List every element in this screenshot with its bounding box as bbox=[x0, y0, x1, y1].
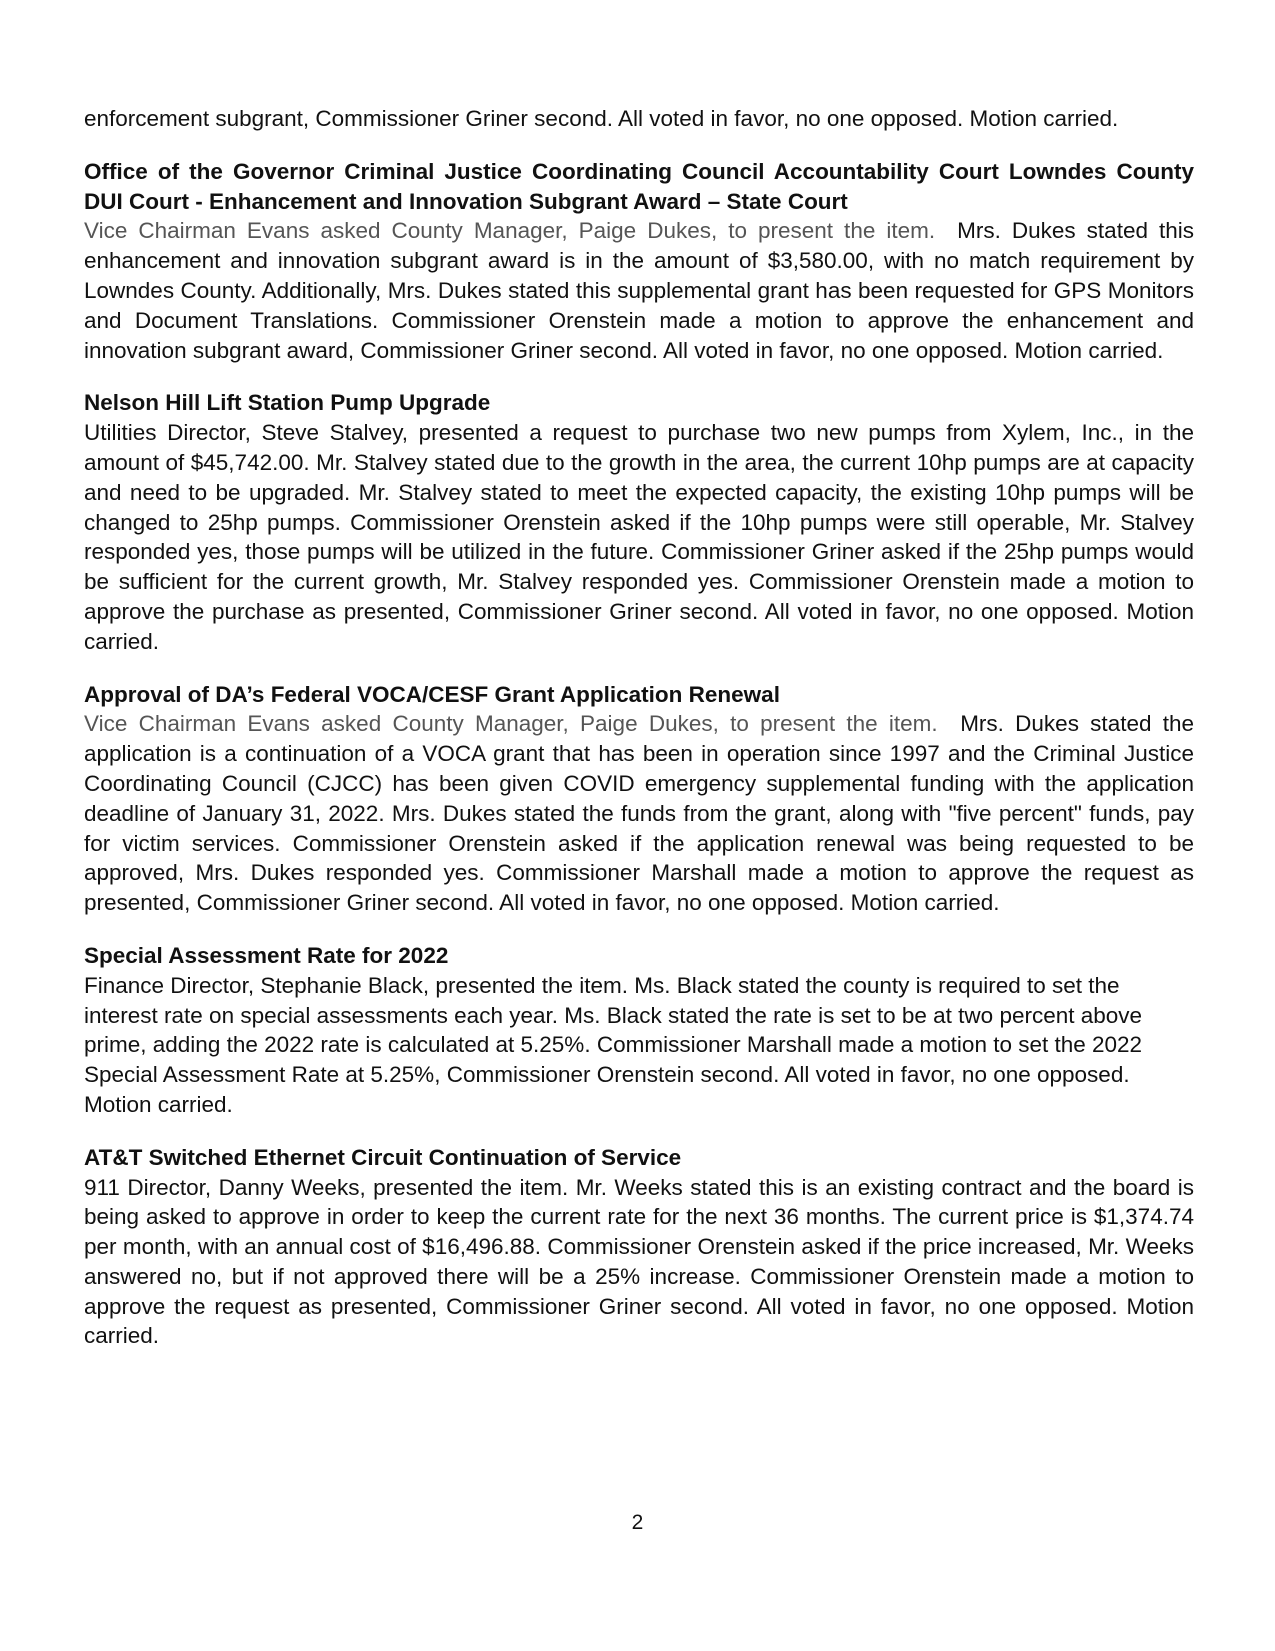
document-page bbox=[84, 104, 1194, 1351]
section-voca-grant bbox=[84, 680, 1194, 918]
section-body bbox=[84, 216, 1194, 365]
section-body bbox=[84, 709, 1194, 918]
continued-paragraph: enforcement subgrant, Commissioner Griner second. All voted in favor, no one opposed. Motion carried. bbox=[84, 106, 1119, 131]
section-heading: Approval of DA’s Federal VOCA/CESF Grant Application Renewal bbox=[84, 681, 780, 707]
section-lead: Vice Chairman Evans asked County Manager, Paige Dukes, to present the item. bbox=[84, 218, 936, 244]
section-special-assessment bbox=[84, 941, 1194, 1120]
section-body: Finance Director, Stephanie Black, presented the item. Ms. Black stated the county is required to set the interest rate on special assessments each year. Ms. Black stated the rate is set to be at two percent above prime, adding the 2022 rate is calculated at 5.25%. Commissioner Marshall made a motion to set the 2022 Special Assessment Rate at 5.25%, Commissioner Orenstein second. All voted in favor, no one opposed. Motion carried. bbox=[84, 972, 1143, 1117]
section-heading: Office of the Governor Criminal Justice Coordinating Council Accountability Court Lowndes County DUI Court - Enhancement and Innovation Subgrant Award – State Court bbox=[84, 158, 1194, 214]
section-body: Utilities Director, Steve Stalvey, presented a request to purchase two new pumps from Xylem, Inc., in the amount of $45,742.00. Mr. Stalvey stated due to the growth in the area, the current 10hp pumps are at capacity and need to be upgraded. Mr. Stalvey stated to meet the expected capacity, the existing 10hp pumps will be changed to 25hp pumps. Commissioner Orenstein asked if the 10hp pumps were still operable, Mr. Stalvey responded yes, those pumps will be utilized in the future. Commissioner Griner asked if the 25hp pumps would be sufficient for the current growth, Mr. Stalvey responded yes. Commissioner Orenstein made a motion to approve the purchase as presented, Commissioner Griner second. All voted in favor, no one opposed. Motion carried. bbox=[84, 420, 1194, 654]
section-heading: Nelson Hill Lift Station Pump Upgrade bbox=[84, 390, 491, 416]
section-lift-station-pump bbox=[84, 388, 1194, 656]
section-body-text: Mrs. Dukes stated the application is a continuation of a VOCA grant that has been in operation since 1997 and the Criminal Justice Coordinating Council (CJCC) has been given COVID emergency supplemental funding with the application deadline of January 31, 2022. Mrs. Dukes stated the funds from the grant, along with "five percent" funds, pay for victim services. Commissioner Orenstein asked if the application renewal was being requested to be approved, Mrs. Dukes responded yes. Commissioner Marshall made a motion to approve the request as presented, Commissioner Griner second. All voted in favor, no one opposed. Motion carried. bbox=[84, 711, 1195, 916]
section-body: 911 Director, Danny Weeks, presented the item. Mr. Weeks stated this is an existing contract and the board is being asked to approve in order to keep the current rate for the next 36 months. The current price is $1,374.74 per month, with an annual cost of $16,496.88. Commissioner Orenstein asked if the price increased, Mr. Weeks answered no, but if not approved there will be a 25% increase. Commissioner Orenstein made a motion to approve the request as presented, Commissioner Griner second. All voted in favor, no one opposed. Motion carried. bbox=[84, 1174, 1194, 1349]
page-number: 2 bbox=[631, 1511, 644, 1534]
section-dui-court-subgrant bbox=[84, 157, 1194, 366]
section-body-text: Mrs. Dukes stated this enhancement and innovation subgrant award is in the amount of $3,580.00, with no match requirement by Lowndes County. Additionally, Mrs. Dukes stated this supplemental grant has been requested for GPS Monitors and Document Translations. Commissioner Orenstein made a motion to approve the enhancement and innovation subgrant award, Commissioner Griner second. All voted in favor, no one opposed. Motion carried. bbox=[84, 218, 1194, 363]
section-heading: Special Assessment Rate for 2022 bbox=[84, 942, 449, 968]
section-heading: AT&T Switched Ethernet Circuit Continuation of Service bbox=[84, 1144, 682, 1170]
section-att-ethernet bbox=[84, 1143, 1194, 1352]
section-lead: Vice Chairman Evans asked County Manager, Paige Dukes, to present the item. bbox=[84, 711, 938, 737]
